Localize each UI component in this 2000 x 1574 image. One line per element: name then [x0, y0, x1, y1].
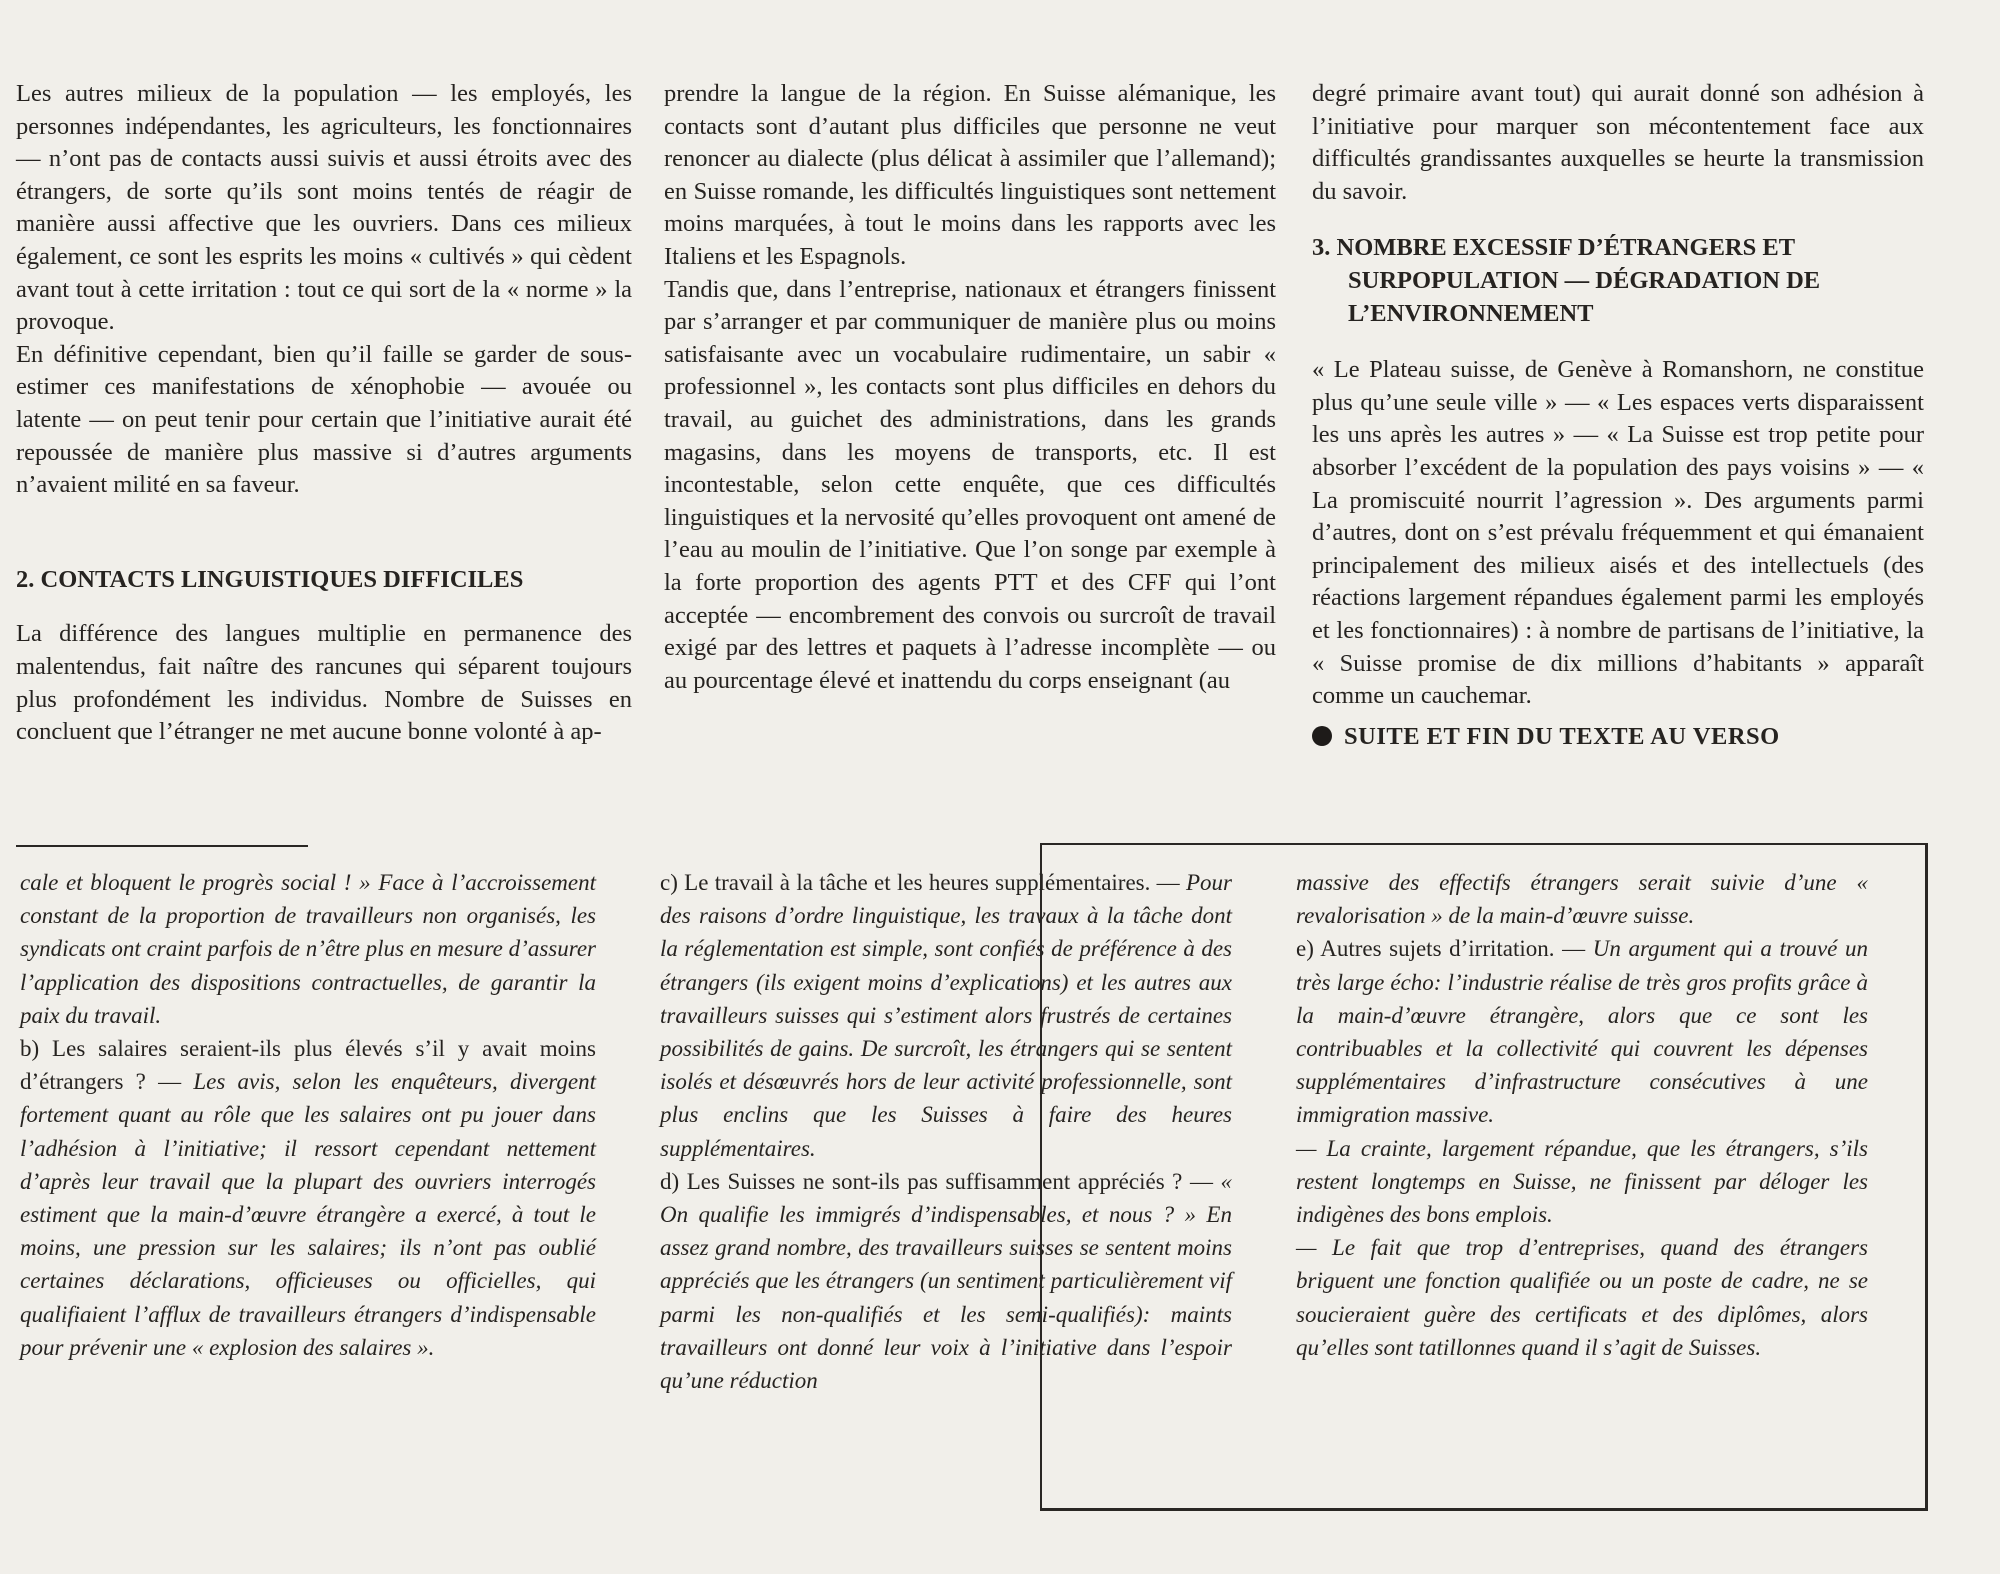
lower2-item-d [660, 1165, 1232, 1397]
col2-paragraph-1: prendre la langue de la région. En Suisse alémanique, les contacts sont d’autant plus difficiles que personne ne veut renoncer au dialecte (plus délicat à assimiler que l’allemand); en Suisse romande, les difficultés linguistiques sont nettement moins marquées, à tout le moins dans les rapports avec les Italiens et les Espagnols. [664, 80, 1276, 270]
lower3-paragraph-2: — La crainte, largement répandue, que les étrangers, s’ils restent longtemps en Suisse, ne finissent par déloger les indigènes des bons emplois. [1296, 1135, 1868, 1228]
lower1-item-b [20, 1032, 596, 1364]
section-heading-3: 3. NOMBRE EXCESSIF D’ÉTRANGERS ET SURPOPULATION — DÉGRADATION DE L’ENVIRONNEMENT [1312, 234, 1821, 327]
column-1 [16, 78, 632, 749]
lower-column-1 [20, 866, 596, 1364]
col1-paragraph-1: Les autres milieux de la population — les employés, les personnes indépendantes, les agriculteurs, les fonctionnaires — n’ont pas de contacts aussi suivis et aussi étroits avec des étrangers, de sorte qu’ils sont moins tentés de réagir de manière aussi affective que les ouvriers. Dans ces milieux également, ce sont les esprits les moins « cultivés » qui cèdent avant tout à cette irritation : tout ce qui sort de la « norme » la provoque. [16, 80, 632, 336]
col1-paragraph-3: La différence des langues multiplie en permanence des malentendus, fait naître des rancunes qui séparent toujours plus profondément les individus. Nombre de Suisses en concluent que l’étranger ne met aucune bonne volonté à ap- [16, 620, 632, 746]
lower3-paragraph-1: massive des effectifs étrangers serait suivie d’une « revalorisation » de la main-d’œuvre suisse. [1296, 870, 1868, 929]
col2-paragraph-2: Tandis que, dans l’entreprise, nationaux et étrangers finissent par s’arranger et par communiquer de manière plus ou moins satisfaisante avec un vocabulaire rudimentaire, un sabir « professionnel », les contacts sont plus difficiles en dehors du travail, au guichet des administrations, dans les grands magasins, dans les moyens de transports, etc. Il est incontestable, selon cette enquête, que ces difficultés linguistiques et la nervosité qu’elles provoquent ont amené de l’eau au moulin de l’initiative. Que l’on songe par exemple à la forte proportion des agents PTT et des CFF qui l’ont acceptée — encombrement des convois ou surcroît de travail exigé par des lettres et paquets à l’adresse incomplète — ou au pourcentage élevé et inattendu du corps enseignant (au [664, 275, 1276, 694]
item-c-label: c) Le travail à la tâche et les heures supplémentaires. — [660, 870, 1186, 895]
col3-paragraph-2: « Le Plateau suisse, de Genève à Romanshorn, ne constitue plus qu’une seule ville » — « Les espaces verts disparaissent les uns après les autres » — « La Suisse est trop petite pour absorber l’excédent de la population des pays voisins » — « La promiscuité nourrit l’agression ». Des arguments parmi d’autres, dont on s’est prévalu fréquemment et qui émanaient principalement des milieux aisés et des intellectuels (des réactions largement répandues également parmi les employés et les fonctionnaires) : à nombre de partisans de l’initiative, la « Suisse promise de dix millions d’habitants » apparaît comme un cauchemar. [1312, 356, 1924, 710]
continued-notice-text: SUITE ET FIN DU TEXTE AU VERSO [1344, 722, 1780, 750]
lower-column-2 [660, 866, 1232, 1397]
item-b-label: b) Les salaires seraient-ils plus élevés s’il y avait moins d’étrangers ? — [20, 1036, 596, 1095]
item-d-label: d) Les Suisses ne sont-ils pas suffisamment appréciés ? — [660, 1168, 1221, 1194]
column-2 [664, 78, 1276, 697]
section-heading-2: 2. CONTACTS LINGUISTIQUES DIFFICILES [16, 565, 524, 593]
lower3-item-e [1296, 932, 1868, 1131]
column-3 [1312, 78, 1924, 753]
continued-notice [1312, 721, 1924, 754]
item-c-text: Pour des raisons d’ordre linguistique, les travaux à la tâche dont la réglementation est simple, sont confiés de préférence à des étrangers (ils exigent moins d’explications) et les autres aux travailleurs suisses qui s’estiment alors frustrés de certaines possibilités de gains. De surcroît, les étrangers qui se sentent isolés et désœuvrés hors de leur activité professionnelle, sont plus enclins que les Suisses à faire des heures supplémentaires. [660, 870, 1232, 1161]
item-b-text: Les avis, selon les enquêteurs, divergent fortement quant au rôle que les salaires ont pu jouer dans l’adhésion à l’initiative; il ressort cependant nettement d’après leur travail que la plupart des ouvriers interrogés estiment que la main-d’œuvre étrangère a exercé, à tout le moins, une pression sur les salaires; ils n’ont pas oublié certaines déclarations, officieuses ou officielles, qui qualifiaient l’afflux de travailleurs étrangers d’indispensable pour prévenir une « explosion des salaires ». [20, 1069, 596, 1360]
lower3-paragraph-3: — Le fait que trop d’entreprises, quand des étrangers briguent une fonction qualifiée ou un poste de cadre, ne se soucieraient guère des certificats et des diplômes, alors qu’elles sont tatillonnes quand il s’agit de Suisses. [1296, 1235, 1868, 1360]
item-e-label: e) Autres sujets d’irritation. — [1296, 936, 1593, 962]
col3-paragraph-1: degré primaire avant tout) qui aurait donné son adhésion à l’initiative pour marquer son mécontentement face aux difficultés grandissantes auxquelles se heurte la transmission du savoir. [1312, 80, 1924, 205]
lower2-item-c [660, 866, 1232, 1165]
section-divider [16, 845, 308, 847]
item-e-text: Un argument qui a trouvé un très large écho: l’industrie réalise de très gros profits grâce à la main-d’œuvre étrangère, alors que ce sont les contribuables et la collectivité qui couvrent les dépenses supplémentaires d’infrastructure consécutives à une immigration massive. [1296, 936, 1868, 1128]
lower-column-3 [1296, 866, 1868, 1364]
col1-paragraph-2: En définitive cependant, bien qu’il faille se garder de sous-estimer ces manifestations de xénophobie — avouée ou latente — on peut tenir pour certain que l’initiative aurait été repoussée de manière plus massive si d’autres arguments n’avaient milité en sa faveur. [16, 340, 632, 499]
item-d-text: « On qualifie les immigrés d’indispensables, et nous ? » En assez grand nombre, des travailleurs suisses se sentent moins appréciés que les étrangers (un sentiment particulièrement vif parmi les non-qualifiés et les semi-qualifiés): maints travailleurs ont donné leur voix à l’initiative dans l’espoir qu’une réduction [660, 1168, 1232, 1394]
lower1-paragraph-1: cale et bloquent le progrès social ! » Face à l’accroissement constant de la proportion de travailleurs non organisés, les syndicats ont craint parfois de n’être plus en mesure d’assurer l’application des dispositions contractuelles, de garantir la paix du travail. [20, 870, 596, 1028]
bullet-icon [1312, 726, 1332, 746]
